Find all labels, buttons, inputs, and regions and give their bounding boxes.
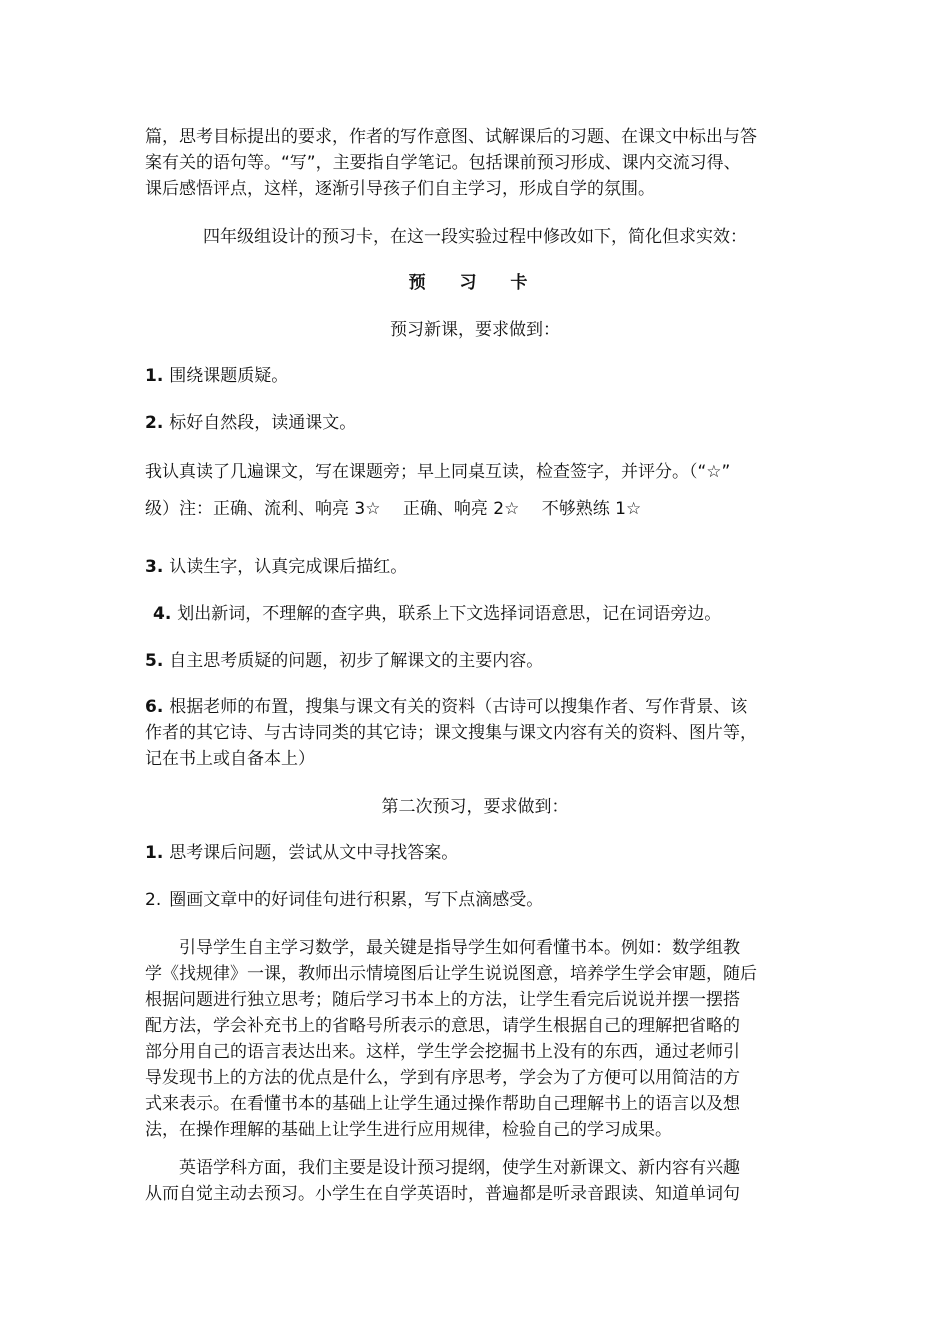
text-line: 课后感悟评点，这样，逐渐引导孩子们自主学习，形成自学的氛围。 [145,179,655,199]
paragraph-intro [145,124,810,202]
item-number: 2. [145,890,162,910]
item-number: 5. [145,651,164,671]
section1-heading: 预习新课，要求做到： [390,320,560,340]
list-item [153,601,818,627]
list-item [145,554,810,580]
item-number: 6. [145,697,164,717]
text-line: 英语学科方面，我们主要是设计预习提纲，使学生对新课文、新内容有兴趣 [145,1158,740,1178]
card-title: 预 习 卡 [408,273,542,293]
list-item [145,363,810,389]
item-number: 1. [145,366,164,386]
text-line: 根据问题进行独立思考；随后学习书本上的方法，让学生看完后说说并摆一摆搭 [145,990,740,1010]
list-item [145,887,810,913]
paragraph-math [145,935,810,1143]
list-item [145,648,810,674]
item-number: 2. [145,413,164,433]
text-line: 记在书上或自备本上） [145,749,315,769]
item-text: 认读生字，认真完成课后描红。 [169,557,408,577]
text-line: 级）注：正确、流利、响亮 3☆ 正确、响亮 2☆ 不够熟练 1☆ [145,499,642,519]
item-number: 1. [145,843,164,863]
item-text: 划出新词，不理解的查字典，联系上下文选择词语意思，记在词语旁边。 [177,604,722,624]
text-line: 作者的其它诗、与古诗同类的其它诗；课文搜集与课文内容有关的资料、图片等， [145,723,757,743]
paragraph-english [145,1155,810,1207]
text-line: 引导学生自主学习数学，最关键是指导学生如何看懂书本。例如：数学组教 [145,938,740,958]
item-text: 圈画文章中的好词佳句进行积累，写下点滴感受。 [169,890,544,910]
section2-heading: 第二次预习，要求做到： [381,797,569,817]
item-text: 围绕课题质疑。 [169,366,289,386]
item-number: 3. [145,557,164,577]
text-line: 部分用自己的语言表达出来。这样，学生学会挖掘书上没有的东西，通过老师引 [145,1042,740,1062]
item-text: 标好自然段，读通课文。 [169,413,357,433]
item-number: 4. [153,604,172,624]
text-line: 篇，思考目标提出的要求，作者的写作意图、试解课后的习题、在课文中标出与答 [145,127,757,147]
text-line: 我认真读了几遍课文，写在课题旁；早上同桌互读，检查签字，并评分。（“☆” [145,462,731,482]
text-line: 从而自觉主动去预习。小学生在自学英语时，普遍都是听录音跟读、知道单词句 [145,1184,740,1204]
text-line: 导发现书上的方法的优点是什么，学到有序思考，学会为了方便可以用简洁的方 [145,1068,740,1088]
text-line: 法，在操作理解的基础上让学生进行应用规律，检验自己的学习成果。 [145,1120,672,1140]
text-line: 案有关的语句等。“写”，主要指自学笔记。包括课前预习形成、课内交流习得、 [145,153,741,173]
text-line: 根据老师的布置，搜集与课文有关的资料（古诗可以搜集作者、写作背景、该 [169,697,748,717]
list-item [145,410,810,436]
list-item [145,840,810,866]
list-item [145,694,810,772]
text-line: 学《找规律》一课，教师出示情境图后让学生说说图意，培养学生学会审题，随后 [145,964,757,984]
text-line: 配方法，学会补充书上的省略号所表示的意思，请学生根据自己的理解把省略的 [145,1016,740,1036]
reading-note-rating [145,496,810,522]
item-text: 自主思考质疑的问题，初步了解课文的主要内容。 [169,651,544,671]
item-text: 思考课后问题，尝试从文中寻找答案。 [169,843,459,863]
paragraph-fourth-grade: 四年级组设计的预习卡，在这一段实验过程中修改如下，简化但求实效： [203,227,747,247]
text-line: 式来表示。在看懂书本的基础上让学生通过操作帮助自己理解书上的语言以及想 [145,1094,740,1114]
reading-note [145,459,810,485]
